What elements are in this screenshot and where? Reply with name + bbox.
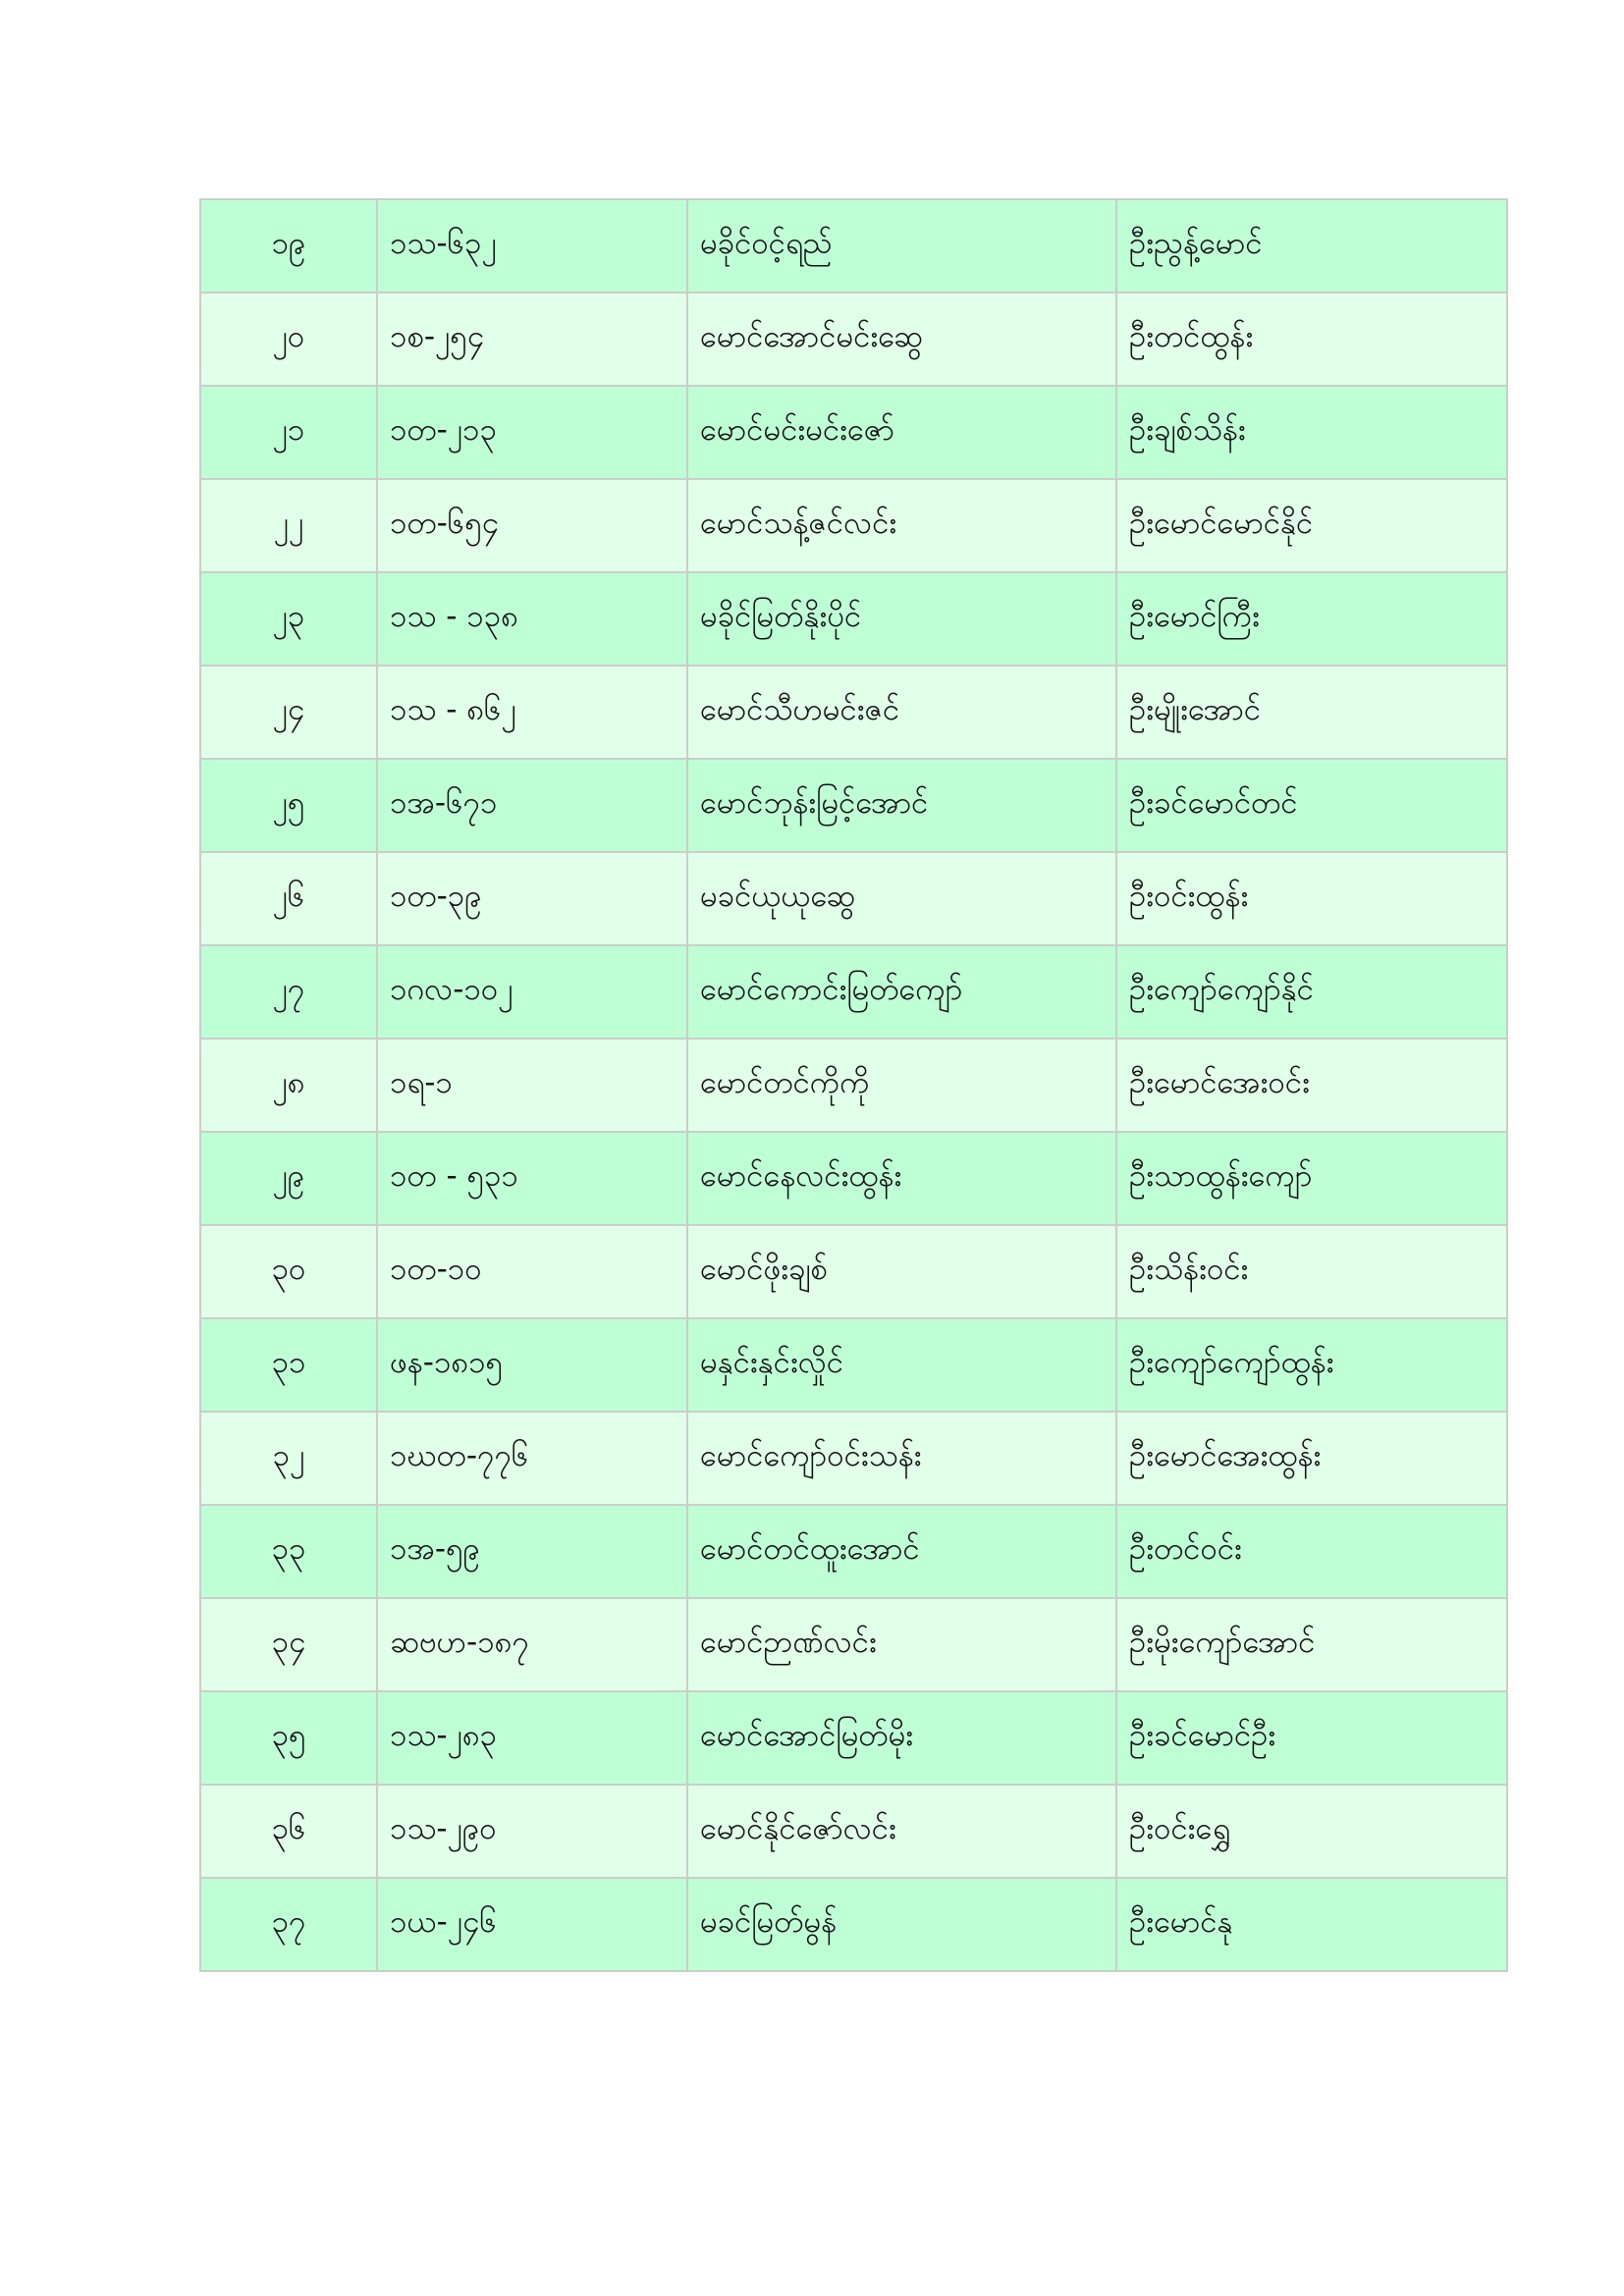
roster-body: [200, 199, 1507, 1971]
registration-code: ၁တ - ၅၃၁: [377, 1132, 687, 1225]
row-number: ၂၃: [200, 572, 377, 666]
father-name: ဦးတင်ထွန်း: [1116, 293, 1507, 386]
table-row: [200, 1598, 1507, 1691]
row-number: ၂၉: [200, 1132, 377, 1225]
father-name: ဦးမျိုးအောင်: [1116, 666, 1507, 759]
row-number: ၃၅: [200, 1691, 377, 1785]
student-name: မနှင်းနှင်းလှိုင်: [687, 1318, 1116, 1412]
row-number: ၂၈: [200, 1039, 377, 1132]
row-number: ၂၇: [200, 945, 377, 1039]
student-name: မောင်သီဟမင်းဇင်: [687, 666, 1116, 759]
student-name: မောင်နေလင်းထွန်း: [687, 1132, 1116, 1225]
registration-code: ၁သ-၆၃၂: [377, 199, 687, 293]
student-name: မောင်အောင်မင်းဆွေ: [687, 293, 1116, 386]
registration-code: ၁တ-၃၉: [377, 852, 687, 945]
father-name: ဦးမောင်မောင်နိုင်: [1116, 479, 1507, 572]
student-name: မောင်အောင်မြတ်မိုး: [687, 1691, 1116, 1785]
student-name: မခင်မြတ်မွန်: [687, 1878, 1116, 1971]
table-row: [200, 1318, 1507, 1412]
row-number: ၃၄: [200, 1598, 377, 1691]
father-name: ဦးမောင်အေးဝင်း: [1116, 1039, 1507, 1132]
table-row: [200, 666, 1507, 759]
table-row: [200, 1412, 1507, 1505]
roster-table: [199, 198, 1508, 1972]
registration-code: ၁တ-၆၅၄: [377, 479, 687, 572]
father-name: ဦးမိုးကျော်အောင်: [1116, 1598, 1507, 1691]
father-name: ဦးဝင်းထွန်း: [1116, 852, 1507, 945]
row-number: ၃၆: [200, 1785, 377, 1878]
table-row: [200, 199, 1507, 293]
row-number: ၂၀: [200, 293, 377, 386]
father-name: ဦးတင်ဝင်း: [1116, 1505, 1507, 1598]
row-number: ၃၇: [200, 1878, 377, 1971]
student-name: မောင်ဖိုးချစ်: [687, 1225, 1116, 1318]
row-number: ၂၁: [200, 386, 377, 479]
table-row: [200, 1785, 1507, 1878]
student-name: မောင်သန့်ဇင်လင်း: [687, 479, 1116, 572]
row-number: ၂၆: [200, 852, 377, 945]
student-name: မောင်နိုင်ဇော်လင်း: [687, 1785, 1116, 1878]
row-number: ၃၃: [200, 1505, 377, 1598]
father-name: ဦးခင်မောင်ဦး: [1116, 1691, 1507, 1785]
row-number: ၃၂: [200, 1412, 377, 1505]
registration-code: ၁တ-၁၀: [377, 1225, 687, 1318]
registration-code: ၁သ-၂၈၃: [377, 1691, 687, 1785]
father-name: ဦးသိန်းဝင်း: [1116, 1225, 1507, 1318]
father-name: ဦးမောင်ကြီး: [1116, 572, 1507, 666]
row-number: ၁၉: [200, 199, 377, 293]
father-name: ဦးသာထွန်းကျော်: [1116, 1132, 1507, 1225]
registration-code: ၁ဃတ-၇၇၆: [377, 1412, 687, 1505]
row-number: ၃၀: [200, 1225, 377, 1318]
registration-code: ၁အ-၅၉: [377, 1505, 687, 1598]
table-row: [200, 293, 1507, 386]
father-name: ဦးဝင်းရွှေ: [1116, 1785, 1507, 1878]
father-name: ဦးညွန့်မောင်: [1116, 199, 1507, 293]
table-row: [200, 479, 1507, 572]
father-name: ဦးခင်မောင်တင်: [1116, 759, 1507, 852]
father-name: ဦးကျော်ကျော်နိုင်: [1116, 945, 1507, 1039]
student-name: မောင်တင်ထူးအောင်: [687, 1505, 1116, 1598]
registration-code: ၁တ-၂၁၃: [377, 386, 687, 479]
student-name: မခိုင်ဝင့်ရည်: [687, 199, 1116, 293]
table-row: [200, 572, 1507, 666]
row-number: ၂၅: [200, 759, 377, 852]
row-number: ၃၁: [200, 1318, 377, 1412]
row-number: ၂၂: [200, 479, 377, 572]
table-row: [200, 759, 1507, 852]
table-row: [200, 852, 1507, 945]
registration-code: ၁ယ-၂၄၆: [377, 1878, 687, 1971]
registration-code: ၁စ-၂၅၄: [377, 293, 687, 386]
student-name: မောင်တင်ကိုကို: [687, 1039, 1116, 1132]
student-name: မောင်ဉာဏ်လင်း: [687, 1598, 1116, 1691]
registration-code: ၁ဂလ-၁၀၂: [377, 945, 687, 1039]
father-name: ဦးမောင်အေးထွန်း: [1116, 1412, 1507, 1505]
table-row: [200, 1691, 1507, 1785]
table-row: [200, 945, 1507, 1039]
table-row: [200, 1132, 1507, 1225]
father-name: ဦးမောင်နု: [1116, 1878, 1507, 1971]
registration-code: ၁သ-၂၉၀: [377, 1785, 687, 1878]
registration-code: ၁အ-၆၇၁: [377, 759, 687, 852]
table-row: [200, 386, 1507, 479]
table-row: [200, 1039, 1507, 1132]
student-name: မောင်ကျော်ဝင်းသန်း: [687, 1412, 1116, 1505]
student-name: မခိုင်မြတ်နိုးပိုင်: [687, 572, 1116, 666]
student-name: မောင်ဘုန်းမြင့်အောင်: [687, 759, 1116, 852]
table-row: [200, 1878, 1507, 1971]
student-name: မောင်မင်းမင်းဇော်: [687, 386, 1116, 479]
registration-code: ၁သ - ၈၆၂: [377, 666, 687, 759]
table-row: [200, 1505, 1507, 1598]
father-name: ဦးကျော်ကျော်ထွန်း: [1116, 1318, 1507, 1412]
table-row: [200, 1225, 1507, 1318]
registration-code: ၁သ - ၁၃၈: [377, 572, 687, 666]
registration-code: ဖန-၁၈၁၅: [377, 1318, 687, 1412]
row-number: ၂၄: [200, 666, 377, 759]
student-name: မောင်ကောင်းမြတ်ကျော်: [687, 945, 1116, 1039]
registration-code: ၁ရ-၁: [377, 1039, 687, 1132]
father-name: ဦးချစ်သိန်း: [1116, 386, 1507, 479]
registration-code: ဆဗဟ-၁၈၇: [377, 1598, 687, 1691]
student-name: မခင်ယုယုဆွေ: [687, 852, 1116, 945]
